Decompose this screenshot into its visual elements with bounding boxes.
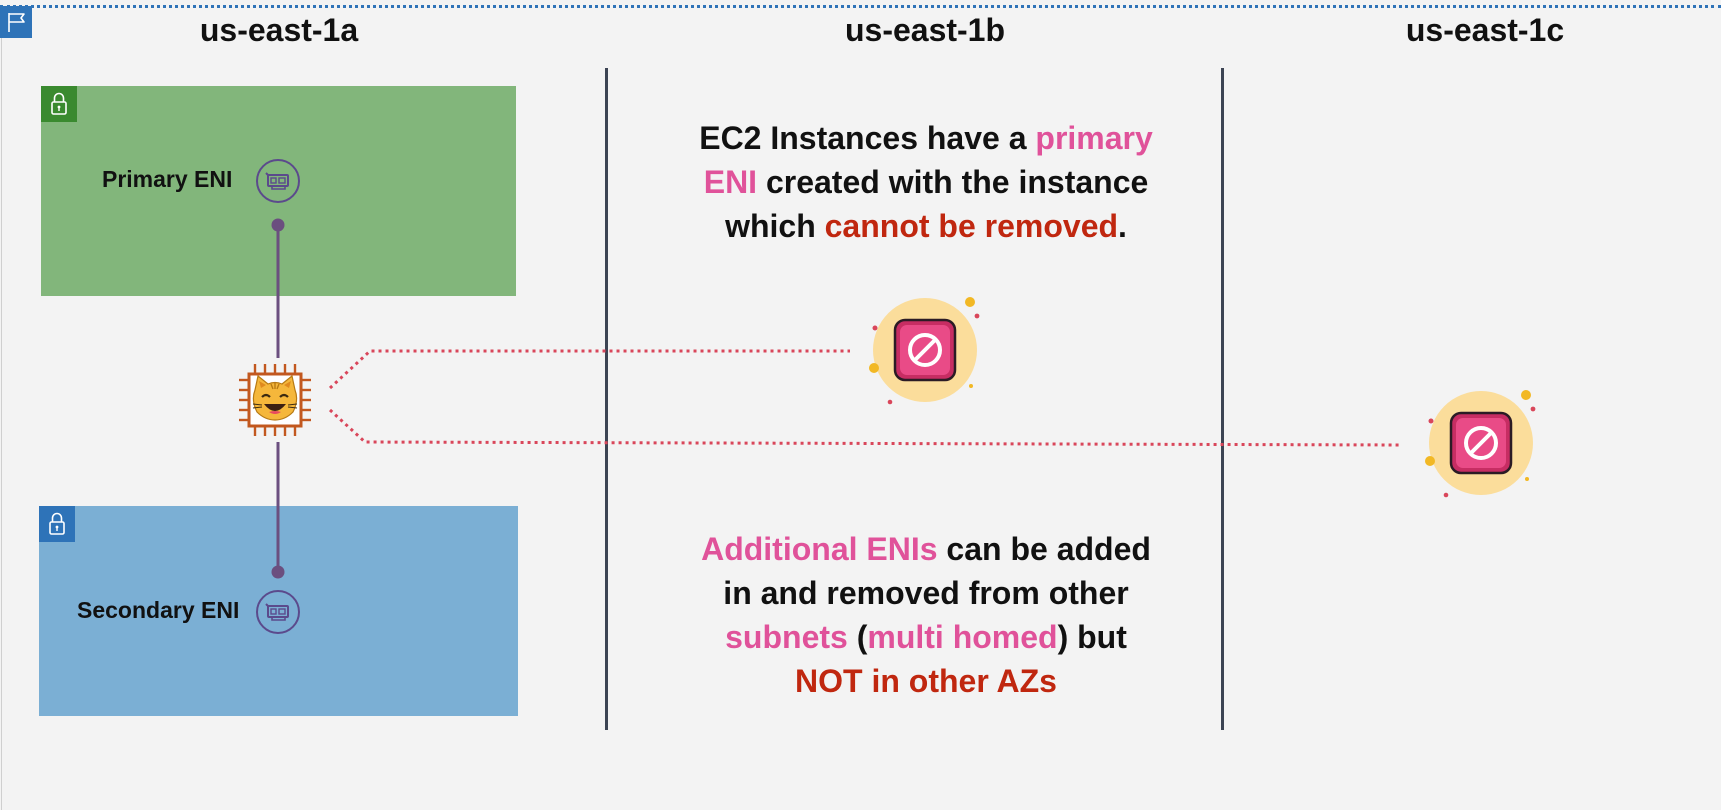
vpc-border [0, 5, 1721, 8]
blocked-path-us-east-1c [330, 410, 1400, 445]
secondary-eni-label: Secondary ENI [77, 597, 240, 623]
additional-note-line-2: in and removed from other [723, 575, 1129, 611]
network-card-icon [255, 589, 301, 635]
additional-note-line-3: subnets (multi homed) but [725, 619, 1127, 655]
additional-eni-note [646, 527, 1206, 703]
blocked-icon [865, 290, 985, 410]
vpc-border-left [1, 6, 2, 810]
network-card-icon [255, 158, 301, 204]
additional-note-line-4: NOT in other AZs [795, 663, 1057, 699]
cat-instance-icon [235, 360, 315, 440]
az-label-b: us-east-1b [844, 12, 1006, 48]
additional-note-line-1: Additional ENIs can be added [701, 531, 1151, 567]
primary-note-line-3: which cannot be removed. [725, 208, 1127, 244]
primary-eni-label: Primary ENI [102, 166, 233, 192]
lock-icon [39, 506, 75, 542]
az-divider-1 [605, 68, 608, 730]
az-label-c: us-east-1c [1405, 12, 1565, 48]
az-divider-2 [1221, 68, 1224, 730]
az-label-a: us-east-1a [199, 12, 359, 48]
blocked-icon [1421, 383, 1541, 503]
vpc-flag-icon [0, 6, 32, 38]
blocked-path-us-east-1b [330, 351, 850, 388]
lock-icon [41, 86, 77, 122]
primary-note-line-2: ENI created with the instance [703, 164, 1149, 200]
primary-note-line-1: EC2 Instances have a primary [699, 120, 1153, 156]
primary-eni-note [646, 116, 1206, 248]
